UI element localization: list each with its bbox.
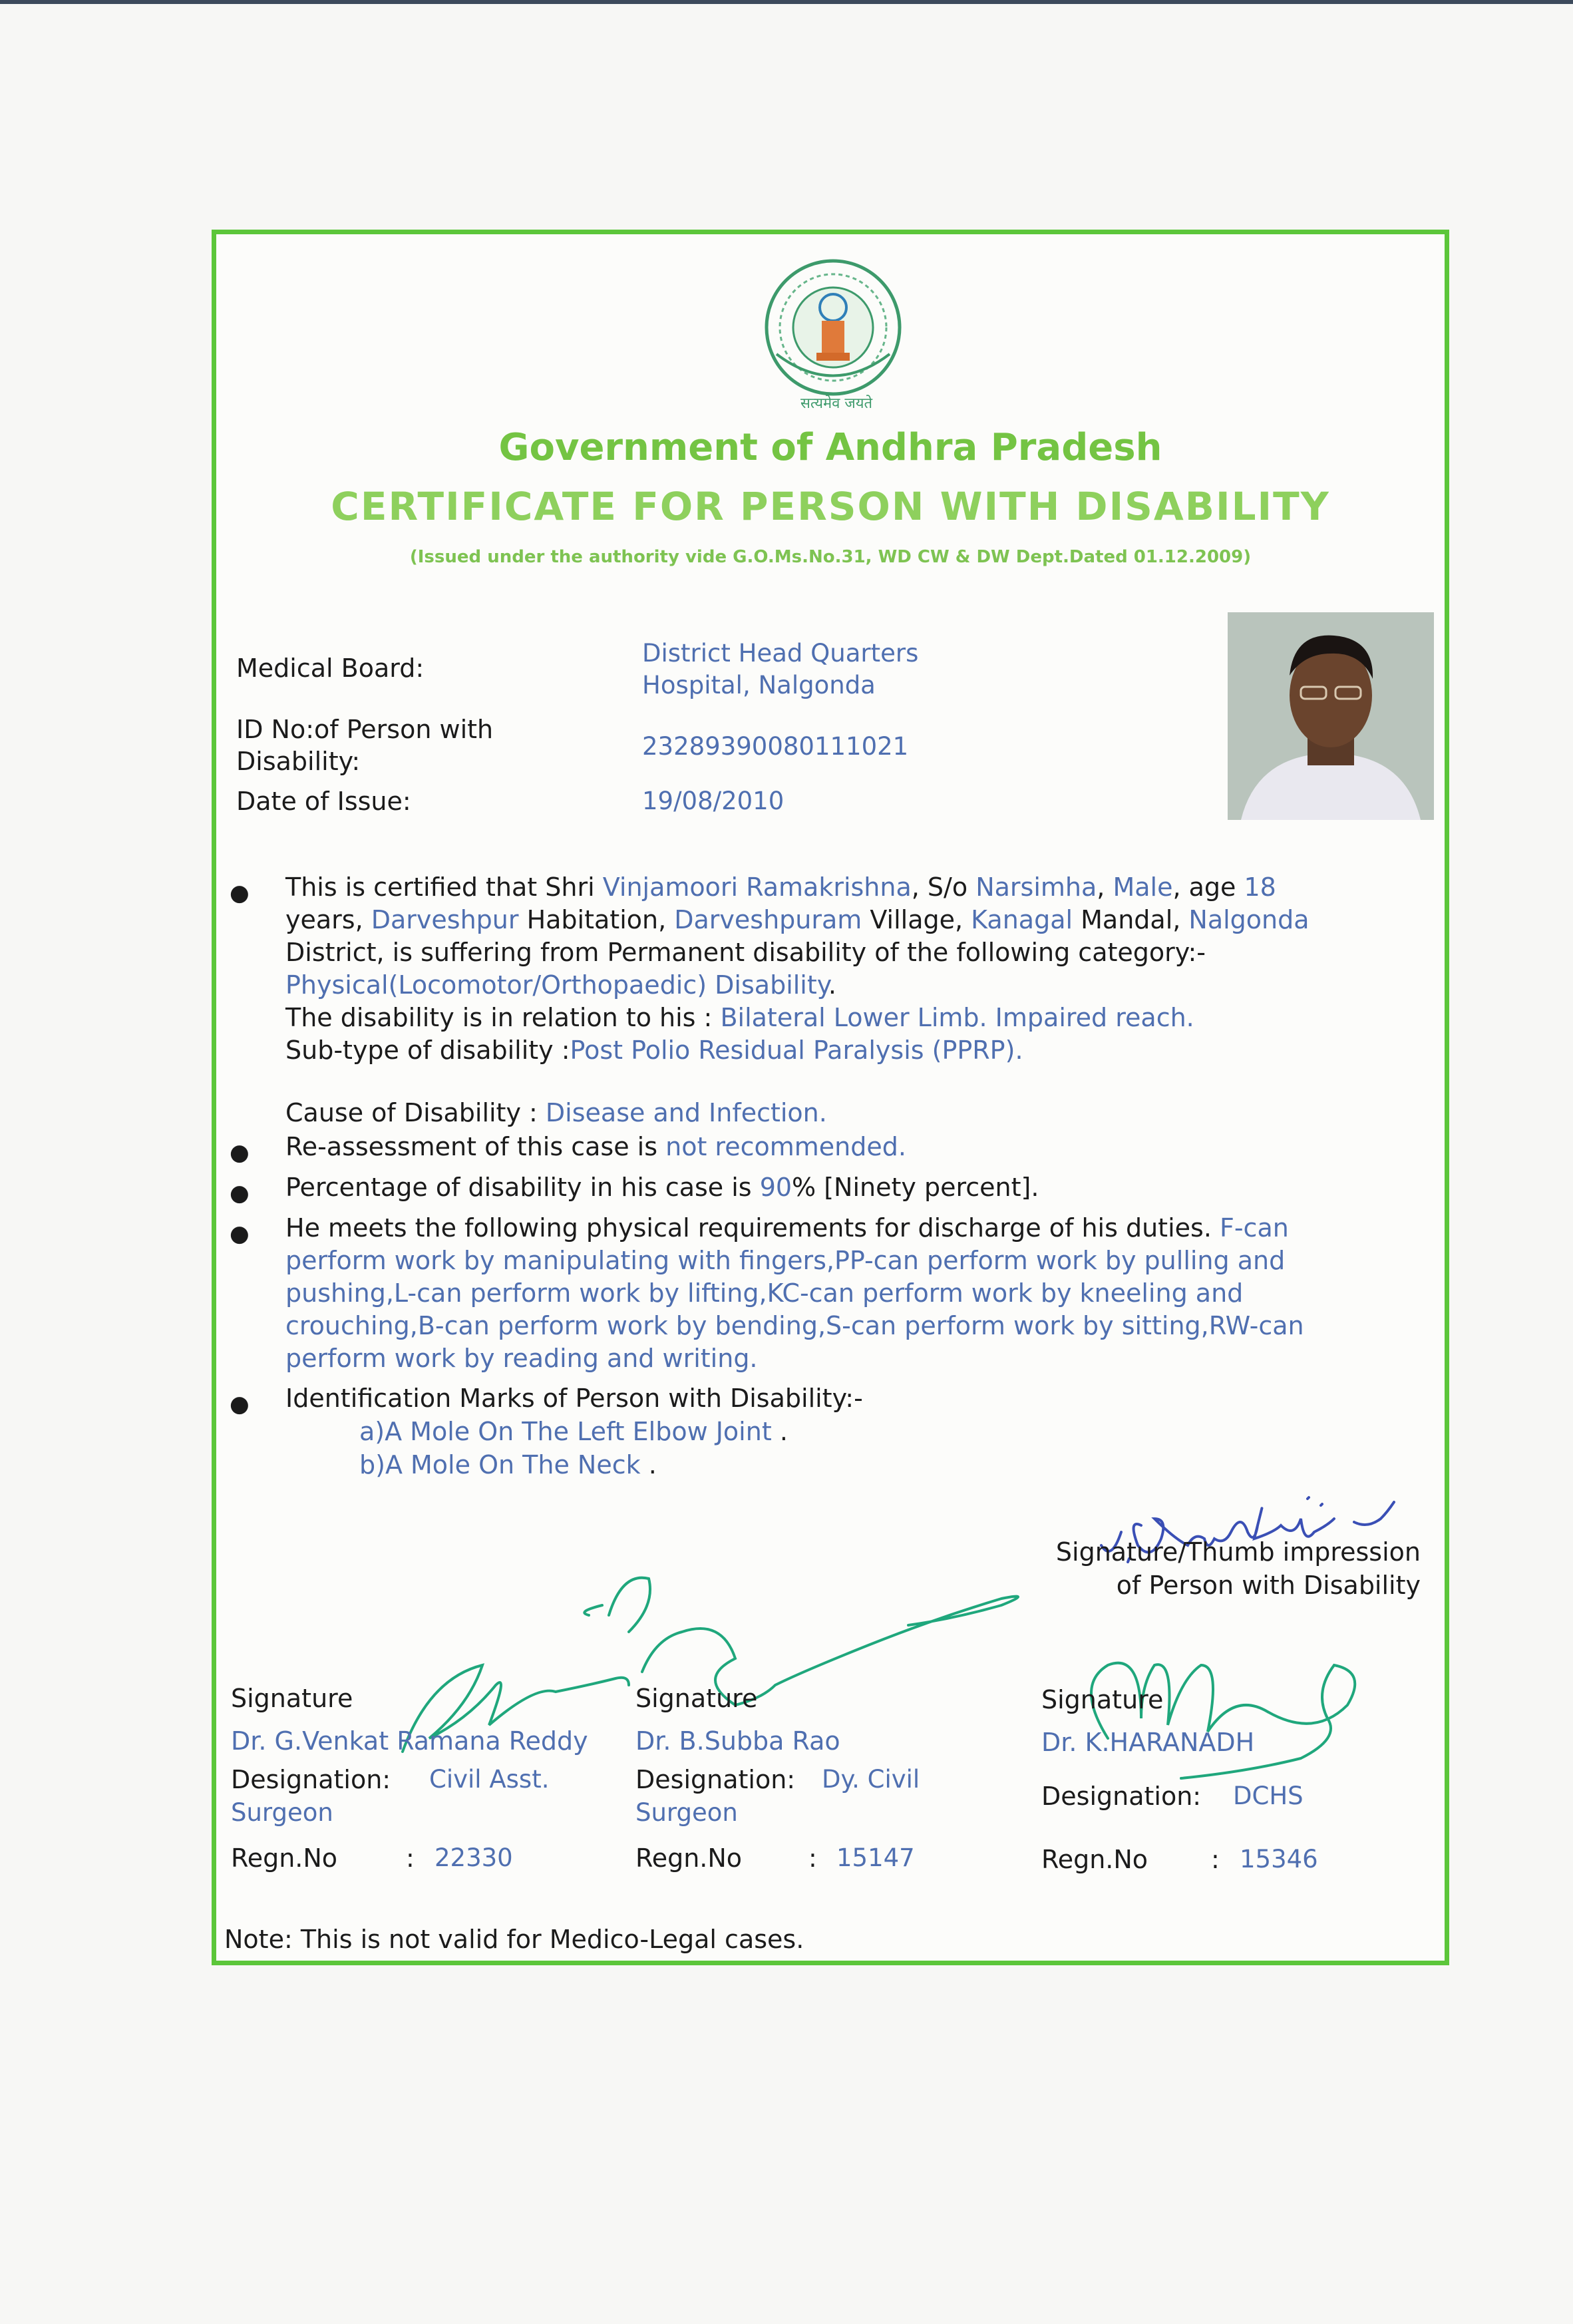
signatory2-designation-value2: Surgeon xyxy=(635,1798,738,1827)
cause-label: Cause of Disability : xyxy=(285,1098,546,1127)
district: Nalgonda xyxy=(1188,905,1310,934)
date-of-issue-value: 19/08/2010 xyxy=(642,787,785,815)
medico-legal-note: Note: This is not valid for Medico-Legal cases. xyxy=(224,1925,804,1954)
signatory2-name: Dr. B.Subba Rao xyxy=(635,1726,840,1756)
signatory2-signature-label: Signature xyxy=(635,1684,758,1713)
applicant-photo xyxy=(1228,612,1434,820)
signatory1-name: Dr. G.Venkat Ramana Reddy xyxy=(231,1726,588,1756)
text: . xyxy=(1015,1036,1023,1065)
requirements-line2: perform work by manipulating with fingers,PP-can perform work by pulling and xyxy=(285,1246,1286,1275)
signatory3-designation-label: Designation: xyxy=(1041,1782,1202,1811)
requirements-label: He meets the following physical requirements for discharge of his duties. xyxy=(285,1213,1220,1243)
requirements-line1 xyxy=(285,1212,1430,1245)
text: . xyxy=(828,970,836,1000)
subtype-line xyxy=(285,1034,1430,1067)
percentage-label: Percentage of disability in his case is xyxy=(285,1173,760,1202)
text: , xyxy=(1097,872,1113,902)
reassessment-value: not recommended. xyxy=(665,1132,906,1161)
cause-value: Disease and Infection. xyxy=(545,1098,827,1127)
identification-mark-a xyxy=(359,1416,788,1448)
certificate-title: CERTIFICATE FOR PERSON WITH DISABILITY xyxy=(331,484,1330,529)
signatory3-designation-value: DCHS xyxy=(1233,1782,1304,1810)
signatory3-regn-colon: : xyxy=(1211,1845,1220,1874)
identification-mark-b xyxy=(359,1449,657,1481)
bullet: ● xyxy=(230,1180,250,1207)
habitation: Darveshpur xyxy=(371,905,519,934)
bullet: ● xyxy=(230,1139,250,1166)
percentage-line xyxy=(285,1171,1039,1204)
date-of-issue-label: Date of Issue: xyxy=(236,787,411,816)
bullet: ● xyxy=(230,1221,250,1247)
requirements-line3: pushing,L-can perform work by lifting,KC-can perform work by kneeling and xyxy=(285,1278,1244,1308)
signatory1-regn-value: 22330 xyxy=(435,1843,513,1872)
subtype-label: Sub-type of disability : xyxy=(285,1036,570,1065)
signatory1-designation-value: Civil Asst. xyxy=(429,1765,550,1794)
signatory1-designation-label: Designation: xyxy=(231,1765,391,1794)
cause-line xyxy=(285,1097,1430,1129)
subtype-value: Post Polio Residual Paralysis (PPRP) xyxy=(570,1036,1015,1065)
signatory2-regn-value: 15147 xyxy=(836,1843,915,1872)
requirements-line4: crouching,B-can perform work by bending,S-can perform work by sitting,RW-can xyxy=(285,1311,1304,1340)
bullet: ● xyxy=(230,880,250,906)
mark-b-text: b)A Mole On The Neck xyxy=(359,1450,641,1479)
scan-top-edge xyxy=(0,0,1573,4)
father-name: Narsimha xyxy=(975,872,1097,902)
signatory1-regn-label: Regn.No xyxy=(231,1843,338,1873)
id-label-line2: Disability: xyxy=(236,747,361,776)
text: . xyxy=(771,1417,788,1446)
requirements-paragraph xyxy=(285,1212,1430,1375)
reassessment-label: Re-assessment of this case is xyxy=(285,1132,666,1161)
signatory1-regn-colon: : xyxy=(406,1843,415,1873)
issued-authority-line: (Issued under the authority vide G.O.Ms.No.31, WD CW & DW Dept.Dated 01.12.2009) xyxy=(409,547,1252,567)
gender: Male xyxy=(1113,872,1173,902)
emblem-motto: सत्यमेव जयते xyxy=(800,395,873,412)
requirements-text: F-can xyxy=(1219,1213,1289,1243)
bullet: ● xyxy=(230,1391,250,1418)
text: , S/o xyxy=(911,872,976,902)
text: This is certified that Shri xyxy=(285,872,603,902)
village: Darveshpuram xyxy=(674,905,862,934)
signatory3-regn-value: 15346 xyxy=(1240,1845,1318,1873)
certificate-frame xyxy=(212,230,1449,1965)
text: Village, xyxy=(862,905,971,934)
signatory3-regn-label: Regn.No xyxy=(1041,1845,1148,1874)
applicant-name: Vinjamoori Ramakrishna xyxy=(602,872,912,902)
signatory2-designation-value: Dy. Civil xyxy=(822,1765,920,1794)
requirements-line5: perform work by reading and writing. xyxy=(285,1344,758,1373)
medical-board-line2: Hospital, Nalgonda xyxy=(642,671,876,699)
medical-board-label: Medical Board: xyxy=(236,654,425,683)
certification-line1 xyxy=(285,871,1430,904)
signatory2-regn-colon: : xyxy=(808,1843,817,1873)
certification-line2 xyxy=(285,904,1430,936)
certification-line4 xyxy=(285,969,1430,1002)
medical-board-line1: District Head Quarters xyxy=(642,639,919,668)
percentage-suffix: % [Ninety percent]. xyxy=(792,1173,1039,1202)
signatory2-designation-label: Designation: xyxy=(635,1765,796,1794)
signatory3-signature-label: Signature xyxy=(1041,1685,1164,1714)
disability-category: Physical(Locomotor/Orthopaedic) Disability xyxy=(285,970,828,1000)
certification-line3: District, is suffering from Permanent disability of the following category:- xyxy=(285,938,1206,967)
signatory1-designation-value2: Surgeon xyxy=(231,1798,333,1827)
applicant-signature-label1: Signature/Thumb impression xyxy=(1055,1537,1421,1567)
text: . xyxy=(640,1450,657,1479)
relation-line xyxy=(285,1002,1430,1034)
applicant-signature-label2: of Person with Disability xyxy=(1116,1571,1421,1600)
relation-value: Bilateral Lower Limb. Impaired reach. xyxy=(720,1003,1194,1032)
state-emblem xyxy=(763,254,903,421)
signatory3-name: Dr. K.HARANADH xyxy=(1041,1728,1255,1757)
signatory2-regn-label: Regn.No xyxy=(635,1843,743,1873)
text: years, xyxy=(285,905,371,934)
age: 18 xyxy=(1244,872,1276,902)
id-label-line1: ID No:of Person with xyxy=(236,715,494,744)
disability-id-value: 23289390080111021 xyxy=(642,732,909,761)
certification-paragraph xyxy=(285,871,1430,1129)
mark-a-text: a)A Mole On The Left Elbow Joint xyxy=(359,1417,772,1446)
reassessment-line xyxy=(285,1131,906,1163)
text: , age xyxy=(1172,872,1244,902)
text: Mandal, xyxy=(1073,905,1189,934)
signatory1-signature-label: Signature xyxy=(231,1684,353,1713)
government-heading: Government of Andhra Pradesh xyxy=(498,426,1162,469)
identification-label: Identification Marks of Person with Disability:- xyxy=(285,1384,863,1413)
spacer xyxy=(285,1067,1430,1097)
relation-label: The disability is in relation to his : xyxy=(285,1003,721,1032)
mandal: Kanagal xyxy=(971,905,1073,934)
text: Habitation, xyxy=(518,905,675,934)
percentage-value: 90 xyxy=(759,1173,792,1202)
